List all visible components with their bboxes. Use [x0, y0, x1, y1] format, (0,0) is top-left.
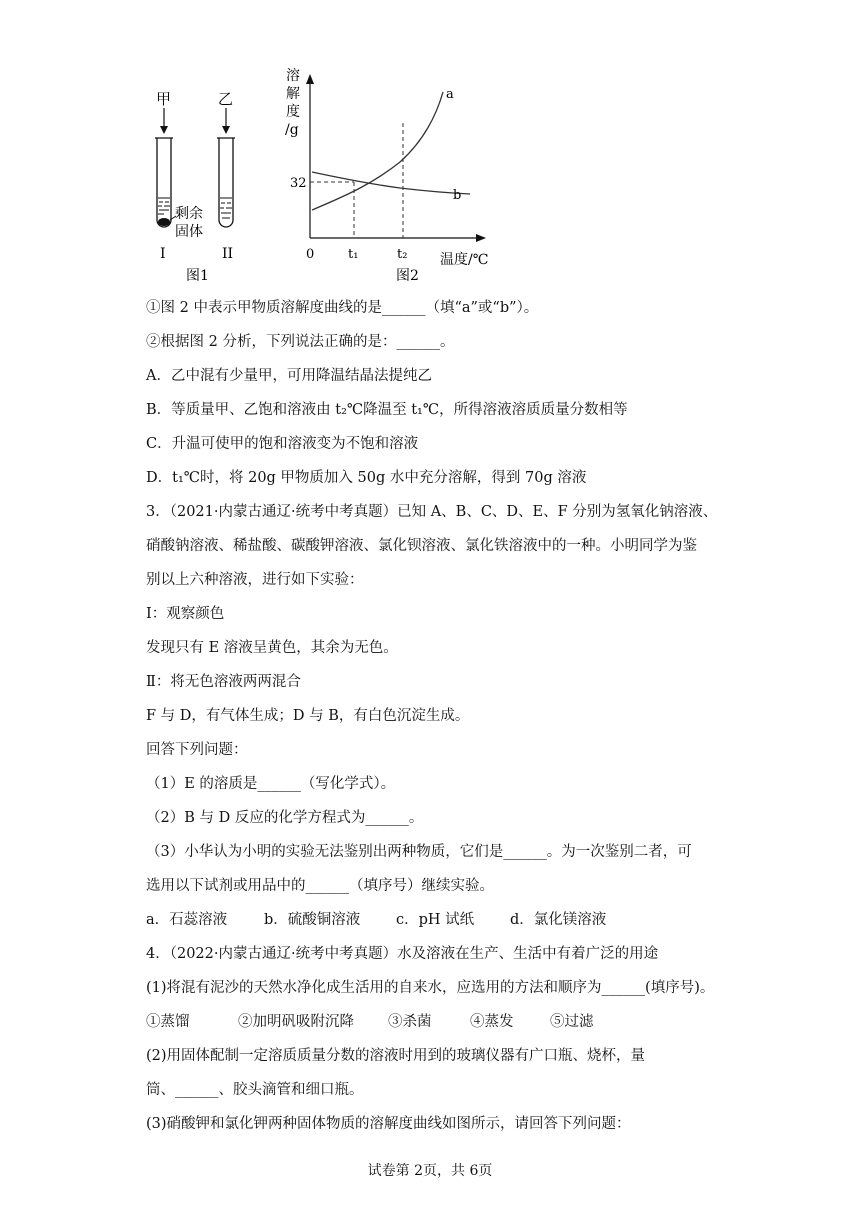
figure-2	[285, 67, 488, 284]
q3-step-2: Ⅱ：将无色溶液两两混合	[146, 674, 301, 690]
q2-option-c: C．升温可使甲的饱和溶液变为不饱和溶液	[146, 436, 419, 452]
q3-options	[146, 910, 606, 930]
ylabel-char-3: 度	[286, 104, 300, 120]
residue-label-2: 固体	[175, 224, 203, 240]
q3-sub-1: （1）E 的溶质是______（写化学式）。	[146, 776, 396, 792]
q4-option-5: ⑤过滤	[550, 1014, 594, 1030]
q2-option-a: A．乙中混有少量甲，可用降温结晶法提纯乙	[146, 368, 432, 384]
q2-line-2: ②根据图 2 分析，下列说法正确的是：______。	[146, 334, 455, 350]
x-tick-t1: t₁	[348, 247, 359, 262]
q4-option-2: ②加明矾吸附沉降	[238, 1014, 354, 1030]
q4-option-4: ④蒸发	[470, 1014, 514, 1030]
tube-label-jia: 甲	[156, 90, 172, 108]
q3-option-c: c．pH 试纸	[396, 912, 475, 928]
origin-label: 0	[306, 247, 315, 262]
q4-title: 4．（2022·内蒙古通辽·统考中考真题）水及溶液在生产、生活中有着广泛的用途	[146, 946, 659, 962]
q4-sub-2-line-1: (2)用固体配制一定溶质质量分数的溶液时用到的玻璃仪器有广口瓶、烧杯，量	[146, 1048, 646, 1064]
liquid-lines-2	[220, 198, 232, 218]
q3-option-d: d．氯化镁溶液	[510, 912, 607, 928]
q3-line-3: 别以上六种溶液，进行如下实验：	[146, 572, 364, 588]
q4-option-1: ①蒸馏	[146, 1014, 190, 1030]
q3-line-2: 硝酸钠溶液、稀盐酸、碳酸钾溶液、氯化钡溶液、氯化铁溶液中的一种。小明同学为鉴	[146, 538, 697, 554]
x-tick-t2: t₂	[397, 247, 408, 262]
ylabel-char-1: 溶	[286, 68, 300, 84]
figure-2-caption: 图2	[396, 268, 419, 284]
x-axis-arrow	[476, 234, 486, 242]
y-axis-arrow	[306, 74, 314, 84]
figure-1	[155, 90, 235, 284]
curve-b-label: b	[453, 188, 462, 203]
roman-label-2: II	[222, 246, 234, 262]
figure-svg	[140, 60, 520, 290]
q3-sub-3-line-2: 选用以下试剂或用品中的______（填序号）继续实验。	[146, 878, 494, 894]
q4-options	[146, 1012, 594, 1032]
figures	[140, 60, 520, 290]
page-footer: 试卷第 2页，共 6页	[367, 1163, 493, 1179]
q2-option-d: D．t₁℃时，将 20g 甲物质加入 50g 水中充分溶解，得到 70g 溶液	[146, 470, 587, 486]
ylabel-char-2: 解	[286, 86, 300, 102]
q3-step-1-result: 发现只有 E 溶液呈黄色，其余为无色。	[146, 640, 398, 656]
q3-step-1: Ⅰ：观察颜色	[146, 606, 225, 622]
ylabel-char-4: /g	[285, 122, 299, 138]
arrow-head-jia	[160, 126, 168, 134]
q3-line-1: 3．（2021·内蒙古通辽·统考中考真题）已知 A、B、C、D、E、F 分别为氢氧化钠溶液、	[146, 504, 718, 520]
q3-answer-intro: 回答下列问题：	[146, 742, 248, 758]
q4-sub-1: (1)将混有泥沙的天然水净化成生活用的自来水，应选用的方法和顺序为______(填序号)。	[146, 980, 715, 996]
arrow-head-yi	[222, 126, 230, 134]
q4-option-3: ③杀菌	[388, 1014, 432, 1030]
x-axis-label: 温度/℃	[440, 252, 489, 268]
residue-solid	[158, 218, 170, 226]
liquid-lines-1	[158, 198, 170, 214]
q4-sub-2-line-2: 筒、______、胶头滴管和细口瓶。	[146, 1082, 364, 1098]
q3-sub-2: （2）B 与 D 反应的化学方程式为______。	[146, 810, 424, 826]
figure-1-caption: 图1	[186, 268, 209, 284]
tube-label-yi: 乙	[218, 90, 234, 108]
residue-label-1: 剩余	[175, 206, 203, 222]
q3-step-2-result: F 与 D，有气体生成；D 与 B，有白色沉淀生成。	[146, 708, 470, 724]
curve-b	[312, 172, 470, 194]
test-tube-2	[219, 138, 233, 227]
q3-sub-3-line-1: （3）小华认为小明的实验无法鉴别出两种物质，它们是______。为一次鉴别二者，可	[146, 844, 692, 860]
q3-option-a: a．石蕊溶液	[146, 912, 228, 928]
curve-a	[312, 92, 443, 210]
q3-option-b: b．硫酸铜溶液	[264, 912, 361, 928]
q4-sub-3: (3)硝酸钾和氯化钾两种固体物质的溶解度曲线如图所示，请回答下列问题：	[146, 1116, 631, 1132]
q2-option-b: B．等质量甲、乙饱和溶液由 t₂℃降温至 t₁℃，所得溶液溶质质量分数相等	[146, 402, 628, 418]
q2-line-1: ①图 2 中表示甲物质溶解度曲线的是______（填“a”或“b”）。	[146, 300, 539, 316]
y-tick-32: 32	[290, 176, 307, 191]
roman-label-1: I	[160, 246, 166, 262]
curve-a-label: a	[446, 87, 454, 102]
